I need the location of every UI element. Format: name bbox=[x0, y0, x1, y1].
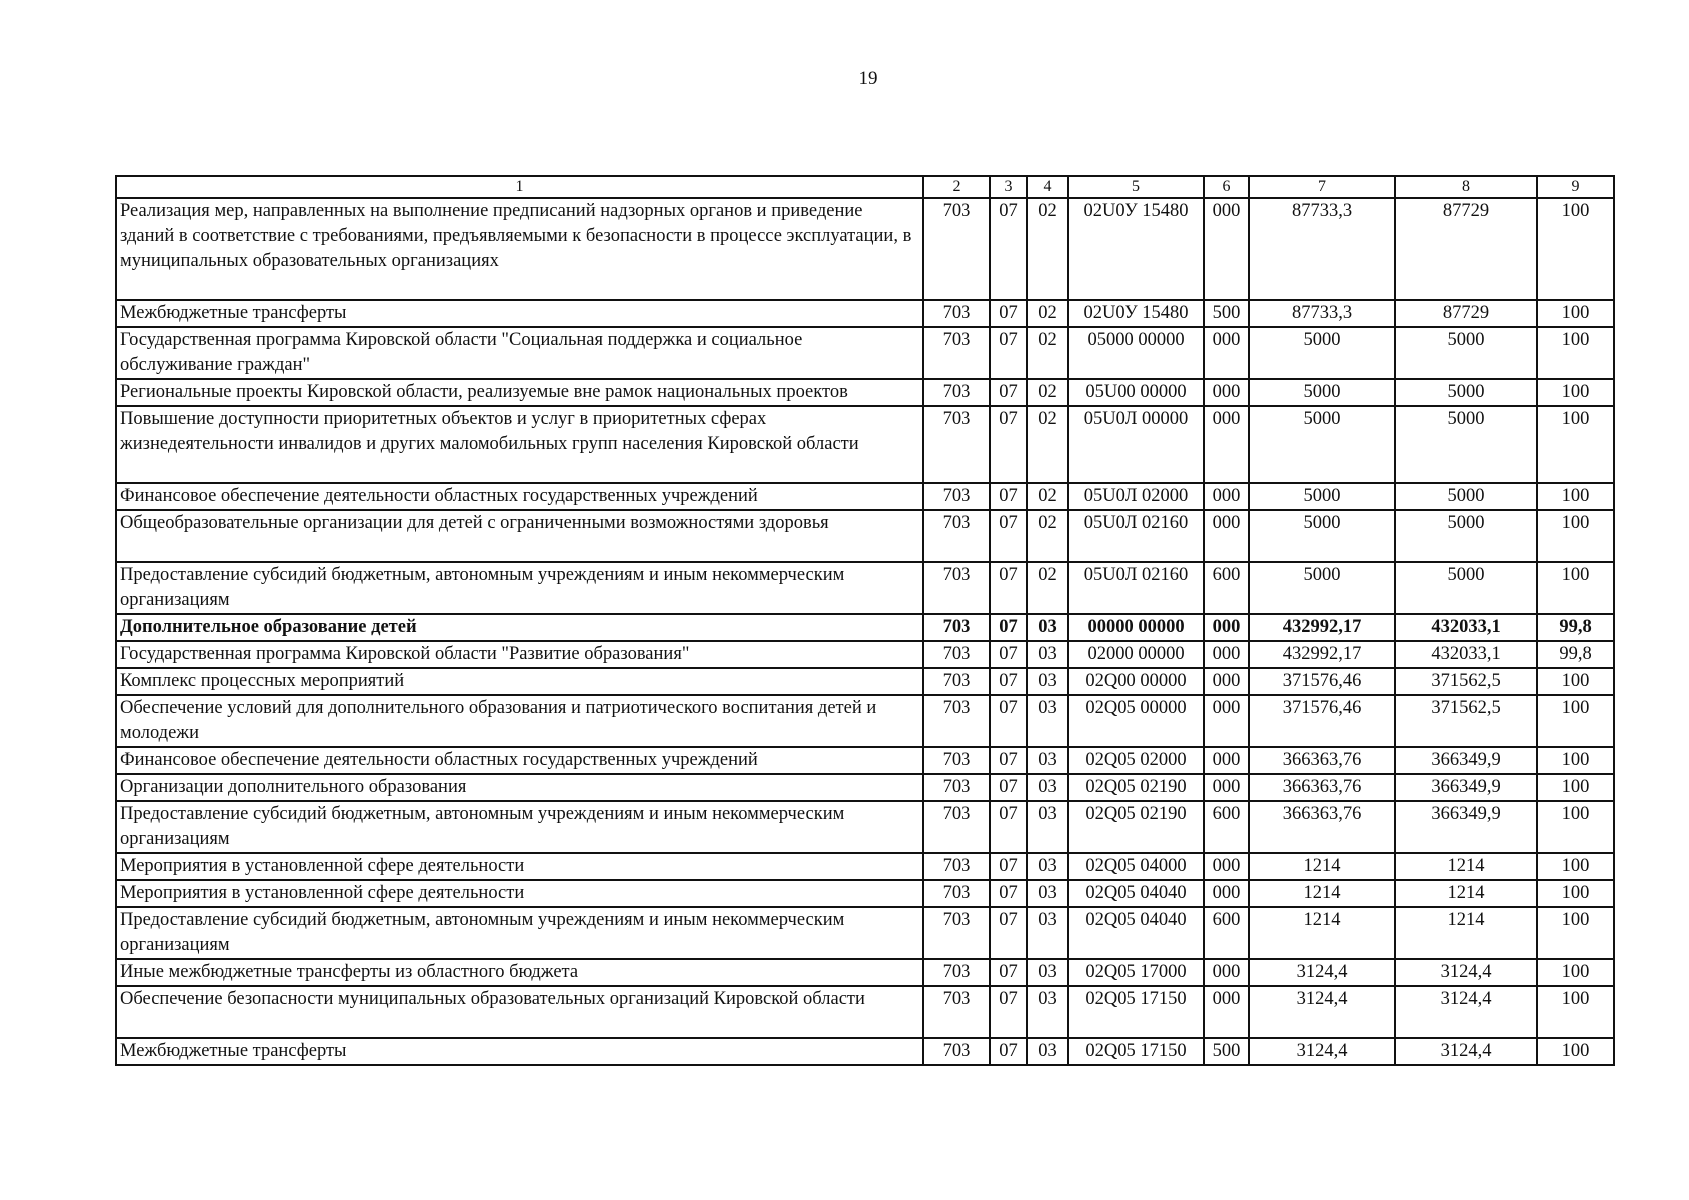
row-value-cell: 600 bbox=[1204, 562, 1249, 614]
row-value-cell: 5000 bbox=[1249, 483, 1395, 510]
row-value-cell: 1214 bbox=[1395, 907, 1537, 959]
row-value-cell: 366349,9 bbox=[1395, 801, 1537, 853]
row-value-cell: 1214 bbox=[1395, 880, 1537, 907]
table-row bbox=[116, 880, 1614, 907]
row-name-cell: Обеспечение безопасности муниципальных образовательных организаций Кировской области bbox=[116, 986, 923, 1038]
row-value-cell: 87729 bbox=[1395, 300, 1537, 327]
row-value-cell: 500 bbox=[1204, 300, 1249, 327]
row-value-cell: 1214 bbox=[1249, 853, 1395, 880]
table-row bbox=[116, 907, 1614, 959]
row-name-cell: Комплекс процессных мероприятий bbox=[116, 668, 923, 695]
row-value-cell: 432033,1 bbox=[1395, 614, 1537, 641]
row-value-cell: 703 bbox=[923, 379, 990, 406]
row-value-cell: 100 bbox=[1537, 562, 1614, 614]
column-header: 7 bbox=[1249, 176, 1395, 198]
row-value-cell: 02 bbox=[1027, 300, 1068, 327]
row-value-cell: 703 bbox=[923, 483, 990, 510]
row-value-cell: 07 bbox=[990, 880, 1027, 907]
table-row bbox=[116, 510, 1614, 562]
row-value-cell: 1214 bbox=[1395, 853, 1537, 880]
row-name-cell: Государственная программа Кировской области "Развитие образования" bbox=[116, 641, 923, 668]
budget-table bbox=[115, 175, 1615, 1066]
row-value-cell: 100 bbox=[1537, 907, 1614, 959]
row-value-cell: 371576,46 bbox=[1249, 695, 1395, 747]
row-value-cell: 3124,4 bbox=[1249, 1038, 1395, 1065]
row-value-cell: 02000 00000 bbox=[1068, 641, 1204, 668]
row-name-cell: Общеобразовательные организации для детей с ограниченными возможностями здоровья bbox=[116, 510, 923, 562]
row-value-cell: 87733,3 bbox=[1249, 300, 1395, 327]
row-value-cell: 05U0Л 02000 bbox=[1068, 483, 1204, 510]
row-value-cell: 100 bbox=[1537, 379, 1614, 406]
row-name-cell: Межбюджетные трансферты bbox=[116, 1038, 923, 1065]
row-value-cell: 000 bbox=[1204, 695, 1249, 747]
row-name-cell: Повышение доступности приоритетных объектов и услуг в приоритетных сферах жизнедеятельности инвалидов и других маломобильных групп населения Кировской области bbox=[116, 406, 923, 483]
row-value-cell: 03 bbox=[1027, 801, 1068, 853]
row-name-cell: Финансовое обеспечение деятельности областных государственных учреждений bbox=[116, 747, 923, 774]
row-value-cell: 100 bbox=[1537, 801, 1614, 853]
row-value-cell: 000 bbox=[1204, 327, 1249, 379]
row-value-cell: 07 bbox=[990, 853, 1027, 880]
row-value-cell: 000 bbox=[1204, 641, 1249, 668]
row-value-cell: 703 bbox=[923, 1038, 990, 1065]
row-value-cell: 07 bbox=[990, 959, 1027, 986]
row-value-cell: 100 bbox=[1537, 774, 1614, 801]
row-value-cell: 03 bbox=[1027, 880, 1068, 907]
row-value-cell: 100 bbox=[1537, 406, 1614, 483]
row-value-cell: 3124,4 bbox=[1395, 959, 1537, 986]
column-header: 5 bbox=[1068, 176, 1204, 198]
row-value-cell: 703 bbox=[923, 853, 990, 880]
row-value-cell: 366363,76 bbox=[1249, 774, 1395, 801]
row-value-cell: 432992,17 bbox=[1249, 641, 1395, 668]
row-value-cell: 100 bbox=[1537, 1038, 1614, 1065]
table-row bbox=[116, 379, 1614, 406]
row-value-cell: 703 bbox=[923, 695, 990, 747]
row-value-cell: 02Q05 04040 bbox=[1068, 880, 1204, 907]
column-header: 8 bbox=[1395, 176, 1537, 198]
table-row bbox=[116, 562, 1614, 614]
row-value-cell: 07 bbox=[990, 1038, 1027, 1065]
row-value-cell: 05U00 00000 bbox=[1068, 379, 1204, 406]
row-value-cell: 02 bbox=[1027, 483, 1068, 510]
table-row bbox=[116, 801, 1614, 853]
row-value-cell: 371562,5 bbox=[1395, 695, 1537, 747]
table-row bbox=[116, 406, 1614, 483]
table-row bbox=[116, 853, 1614, 880]
row-name-cell: Дополнительное образование детей bbox=[116, 614, 923, 641]
row-value-cell: 05U0Л 02160 bbox=[1068, 562, 1204, 614]
row-value-cell: 02 bbox=[1027, 327, 1068, 379]
table-body bbox=[116, 198, 1614, 1065]
row-value-cell: 03 bbox=[1027, 641, 1068, 668]
row-value-cell: 02 bbox=[1027, 562, 1068, 614]
row-value-cell: 02 bbox=[1027, 510, 1068, 562]
row-value-cell: 703 bbox=[923, 641, 990, 668]
row-value-cell: 100 bbox=[1537, 747, 1614, 774]
row-value-cell: 703 bbox=[923, 774, 990, 801]
row-value-cell: 02 bbox=[1027, 406, 1068, 483]
row-value-cell: 1214 bbox=[1249, 907, 1395, 959]
row-value-cell: 100 bbox=[1537, 986, 1614, 1038]
row-value-cell: 03 bbox=[1027, 1038, 1068, 1065]
row-value-cell: 02Q05 02190 bbox=[1068, 774, 1204, 801]
row-value-cell: 03 bbox=[1027, 853, 1068, 880]
row-value-cell: 371562,5 bbox=[1395, 668, 1537, 695]
row-value-cell: 07 bbox=[990, 695, 1027, 747]
row-value-cell: 07 bbox=[990, 406, 1027, 483]
row-value-cell: 02Q05 02190 bbox=[1068, 801, 1204, 853]
table-row bbox=[116, 747, 1614, 774]
row-value-cell: 07 bbox=[990, 907, 1027, 959]
row-value-cell: 02U0У 15480 bbox=[1068, 198, 1204, 300]
row-name-cell: Государственная программа Кировской области "Социальная поддержка и социальное обслуживание граждан" bbox=[116, 327, 923, 379]
row-value-cell: 87729 bbox=[1395, 198, 1537, 300]
table-row bbox=[116, 198, 1614, 300]
row-value-cell: 000 bbox=[1204, 747, 1249, 774]
row-value-cell: 100 bbox=[1537, 695, 1614, 747]
row-value-cell: 600 bbox=[1204, 907, 1249, 959]
row-value-cell: 366363,76 bbox=[1249, 801, 1395, 853]
table-row bbox=[116, 774, 1614, 801]
row-value-cell: 100 bbox=[1537, 510, 1614, 562]
table-row bbox=[116, 483, 1614, 510]
row-value-cell: 366363,76 bbox=[1249, 747, 1395, 774]
row-value-cell: 02Q05 17000 bbox=[1068, 959, 1204, 986]
row-value-cell: 703 bbox=[923, 986, 990, 1038]
row-value-cell: 703 bbox=[923, 614, 990, 641]
row-value-cell: 703 bbox=[923, 880, 990, 907]
row-value-cell: 02 bbox=[1027, 379, 1068, 406]
row-name-cell: Обеспечение условий для дополнительного образования и патриотического воспитания детей и молодежи bbox=[116, 695, 923, 747]
table-row bbox=[116, 614, 1614, 641]
row-value-cell: 703 bbox=[923, 510, 990, 562]
row-value-cell: 600 bbox=[1204, 801, 1249, 853]
column-header: 9 bbox=[1537, 176, 1614, 198]
row-value-cell: 703 bbox=[923, 801, 990, 853]
row-value-cell: 000 bbox=[1204, 483, 1249, 510]
row-value-cell: 5000 bbox=[1249, 327, 1395, 379]
row-name-cell: Региональные проекты Кировской области, реализуемые вне рамок национальных проектов bbox=[116, 379, 923, 406]
row-value-cell: 05U0Л 00000 bbox=[1068, 406, 1204, 483]
row-value-cell: 100 bbox=[1537, 327, 1614, 379]
row-name-cell: Мероприятия в установленной сфере деятельности bbox=[116, 880, 923, 907]
table-row bbox=[116, 695, 1614, 747]
row-value-cell: 07 bbox=[990, 300, 1027, 327]
row-value-cell: 07 bbox=[990, 614, 1027, 641]
row-value-cell: 100 bbox=[1537, 198, 1614, 300]
row-value-cell: 03 bbox=[1027, 614, 1068, 641]
row-value-cell: 03 bbox=[1027, 668, 1068, 695]
row-value-cell: 5000 bbox=[1395, 510, 1537, 562]
row-value-cell: 07 bbox=[990, 801, 1027, 853]
row-value-cell: 100 bbox=[1537, 853, 1614, 880]
table-row bbox=[116, 1038, 1614, 1065]
row-name-cell: Реализация мер, направленных на выполнение предписаний надзорных органов и приведение зданий в соответствие с требованиями, предъявляемыми к безопасности в процессе эксплуатации, в муниципальных образовательных организациях bbox=[116, 198, 923, 300]
row-value-cell: 03 bbox=[1027, 986, 1068, 1038]
row-value-cell: 366349,9 bbox=[1395, 747, 1537, 774]
row-value-cell: 07 bbox=[990, 774, 1027, 801]
row-value-cell: 5000 bbox=[1249, 379, 1395, 406]
row-value-cell: 07 bbox=[990, 747, 1027, 774]
row-value-cell: 02Q05 17150 bbox=[1068, 986, 1204, 1038]
row-value-cell: 703 bbox=[923, 959, 990, 986]
row-name-cell: Предоставление субсидий бюджетным, автономным учреждениям и иным некоммерческим организациям bbox=[116, 562, 923, 614]
row-value-cell: 703 bbox=[923, 300, 990, 327]
row-value-cell: 3124,4 bbox=[1249, 959, 1395, 986]
row-value-cell: 703 bbox=[923, 406, 990, 483]
row-value-cell: 000 bbox=[1204, 406, 1249, 483]
row-value-cell: 000 bbox=[1204, 853, 1249, 880]
row-value-cell: 366349,9 bbox=[1395, 774, 1537, 801]
row-value-cell: 000 bbox=[1204, 959, 1249, 986]
row-value-cell: 3124,4 bbox=[1395, 1038, 1537, 1065]
row-value-cell: 02Q05 17150 bbox=[1068, 1038, 1204, 1065]
row-name-cell: Иные межбюджетные трансферты из областного бюджета bbox=[116, 959, 923, 986]
table-row bbox=[116, 986, 1614, 1038]
row-value-cell: 99,8 bbox=[1537, 614, 1614, 641]
column-header: 2 bbox=[923, 176, 990, 198]
row-value-cell: 07 bbox=[990, 198, 1027, 300]
row-value-cell: 5000 bbox=[1249, 510, 1395, 562]
row-value-cell: 3124,4 bbox=[1395, 986, 1537, 1038]
row-value-cell: 07 bbox=[990, 641, 1027, 668]
row-value-cell: 100 bbox=[1537, 483, 1614, 510]
table-row bbox=[116, 959, 1614, 986]
column-header: 4 bbox=[1027, 176, 1068, 198]
row-value-cell: 000 bbox=[1204, 510, 1249, 562]
row-value-cell: 000 bbox=[1204, 614, 1249, 641]
row-value-cell: 5000 bbox=[1395, 406, 1537, 483]
row-name-cell: Мероприятия в установленной сфере деятельности bbox=[116, 853, 923, 880]
row-value-cell: 03 bbox=[1027, 907, 1068, 959]
row-name-cell: Организации дополнительного образования bbox=[116, 774, 923, 801]
row-value-cell: 432992,17 bbox=[1249, 614, 1395, 641]
row-value-cell: 07 bbox=[990, 327, 1027, 379]
row-value-cell: 5000 bbox=[1395, 327, 1537, 379]
table-row bbox=[116, 668, 1614, 695]
row-name-cell: Межбюджетные трансферты bbox=[116, 300, 923, 327]
row-value-cell: 02U0У 15480 bbox=[1068, 300, 1204, 327]
table-header-row bbox=[116, 176, 1614, 198]
row-value-cell: 703 bbox=[923, 907, 990, 959]
table-row bbox=[116, 641, 1614, 668]
row-value-cell: 07 bbox=[990, 483, 1027, 510]
table-row bbox=[116, 327, 1614, 379]
row-value-cell: 703 bbox=[923, 668, 990, 695]
row-value-cell: 100 bbox=[1537, 668, 1614, 695]
row-value-cell: 5000 bbox=[1249, 406, 1395, 483]
column-header: 6 bbox=[1204, 176, 1249, 198]
row-value-cell: 1214 bbox=[1249, 880, 1395, 907]
row-value-cell: 02Q05 00000 bbox=[1068, 695, 1204, 747]
row-value-cell: 00000 00000 bbox=[1068, 614, 1204, 641]
row-value-cell: 07 bbox=[990, 379, 1027, 406]
row-value-cell: 02Q05 04040 bbox=[1068, 907, 1204, 959]
row-value-cell: 703 bbox=[923, 198, 990, 300]
row-value-cell: 000 bbox=[1204, 986, 1249, 1038]
row-name-cell: Предоставление субсидий бюджетным, автономным учреждениям и иным некоммерческим организациям bbox=[116, 907, 923, 959]
row-value-cell: 07 bbox=[990, 510, 1027, 562]
row-value-cell: 02Q05 02000 bbox=[1068, 747, 1204, 774]
row-value-cell: 3124,4 bbox=[1249, 986, 1395, 1038]
row-value-cell: 000 bbox=[1204, 774, 1249, 801]
row-value-cell: 000 bbox=[1204, 198, 1249, 300]
row-value-cell: 703 bbox=[923, 562, 990, 614]
row-value-cell: 99,8 bbox=[1537, 641, 1614, 668]
row-value-cell: 07 bbox=[990, 986, 1027, 1038]
row-value-cell: 703 bbox=[923, 747, 990, 774]
column-header: 3 bbox=[990, 176, 1027, 198]
page-number: 19 bbox=[858, 68, 878, 89]
table-row bbox=[116, 300, 1614, 327]
row-value-cell: 03 bbox=[1027, 747, 1068, 774]
row-value-cell: 000 bbox=[1204, 379, 1249, 406]
row-value-cell: 02 bbox=[1027, 198, 1068, 300]
row-value-cell: 5000 bbox=[1395, 483, 1537, 510]
row-value-cell: 07 bbox=[990, 562, 1027, 614]
row-value-cell: 500 bbox=[1204, 1038, 1249, 1065]
row-value-cell: 5000 bbox=[1395, 562, 1537, 614]
column-header: 1 bbox=[116, 176, 923, 198]
row-value-cell: 02Q05 04000 bbox=[1068, 853, 1204, 880]
row-value-cell: 05U0Л 02160 bbox=[1068, 510, 1204, 562]
row-value-cell: 432033,1 bbox=[1395, 641, 1537, 668]
row-value-cell: 100 bbox=[1537, 300, 1614, 327]
row-value-cell: 02Q00 00000 bbox=[1068, 668, 1204, 695]
row-value-cell: 100 bbox=[1537, 880, 1614, 907]
row-value-cell: 03 bbox=[1027, 959, 1068, 986]
row-value-cell: 100 bbox=[1537, 959, 1614, 986]
row-value-cell: 05000 00000 bbox=[1068, 327, 1204, 379]
row-name-cell: Предоставление субсидий бюджетным, автономным учреждениям и иным некоммерческим организациям bbox=[116, 801, 923, 853]
row-value-cell: 5000 bbox=[1395, 379, 1537, 406]
row-value-cell: 000 bbox=[1204, 668, 1249, 695]
row-value-cell: 703 bbox=[923, 327, 990, 379]
row-value-cell: 07 bbox=[990, 668, 1027, 695]
row-value-cell: 87733,3 bbox=[1249, 198, 1395, 300]
row-value-cell: 5000 bbox=[1249, 562, 1395, 614]
row-value-cell: 03 bbox=[1027, 695, 1068, 747]
row-value-cell: 371576,46 bbox=[1249, 668, 1395, 695]
row-value-cell: 03 bbox=[1027, 774, 1068, 801]
row-value-cell: 000 bbox=[1204, 880, 1249, 907]
row-name-cell: Финансовое обеспечение деятельности областных государственных учреждений bbox=[116, 483, 923, 510]
